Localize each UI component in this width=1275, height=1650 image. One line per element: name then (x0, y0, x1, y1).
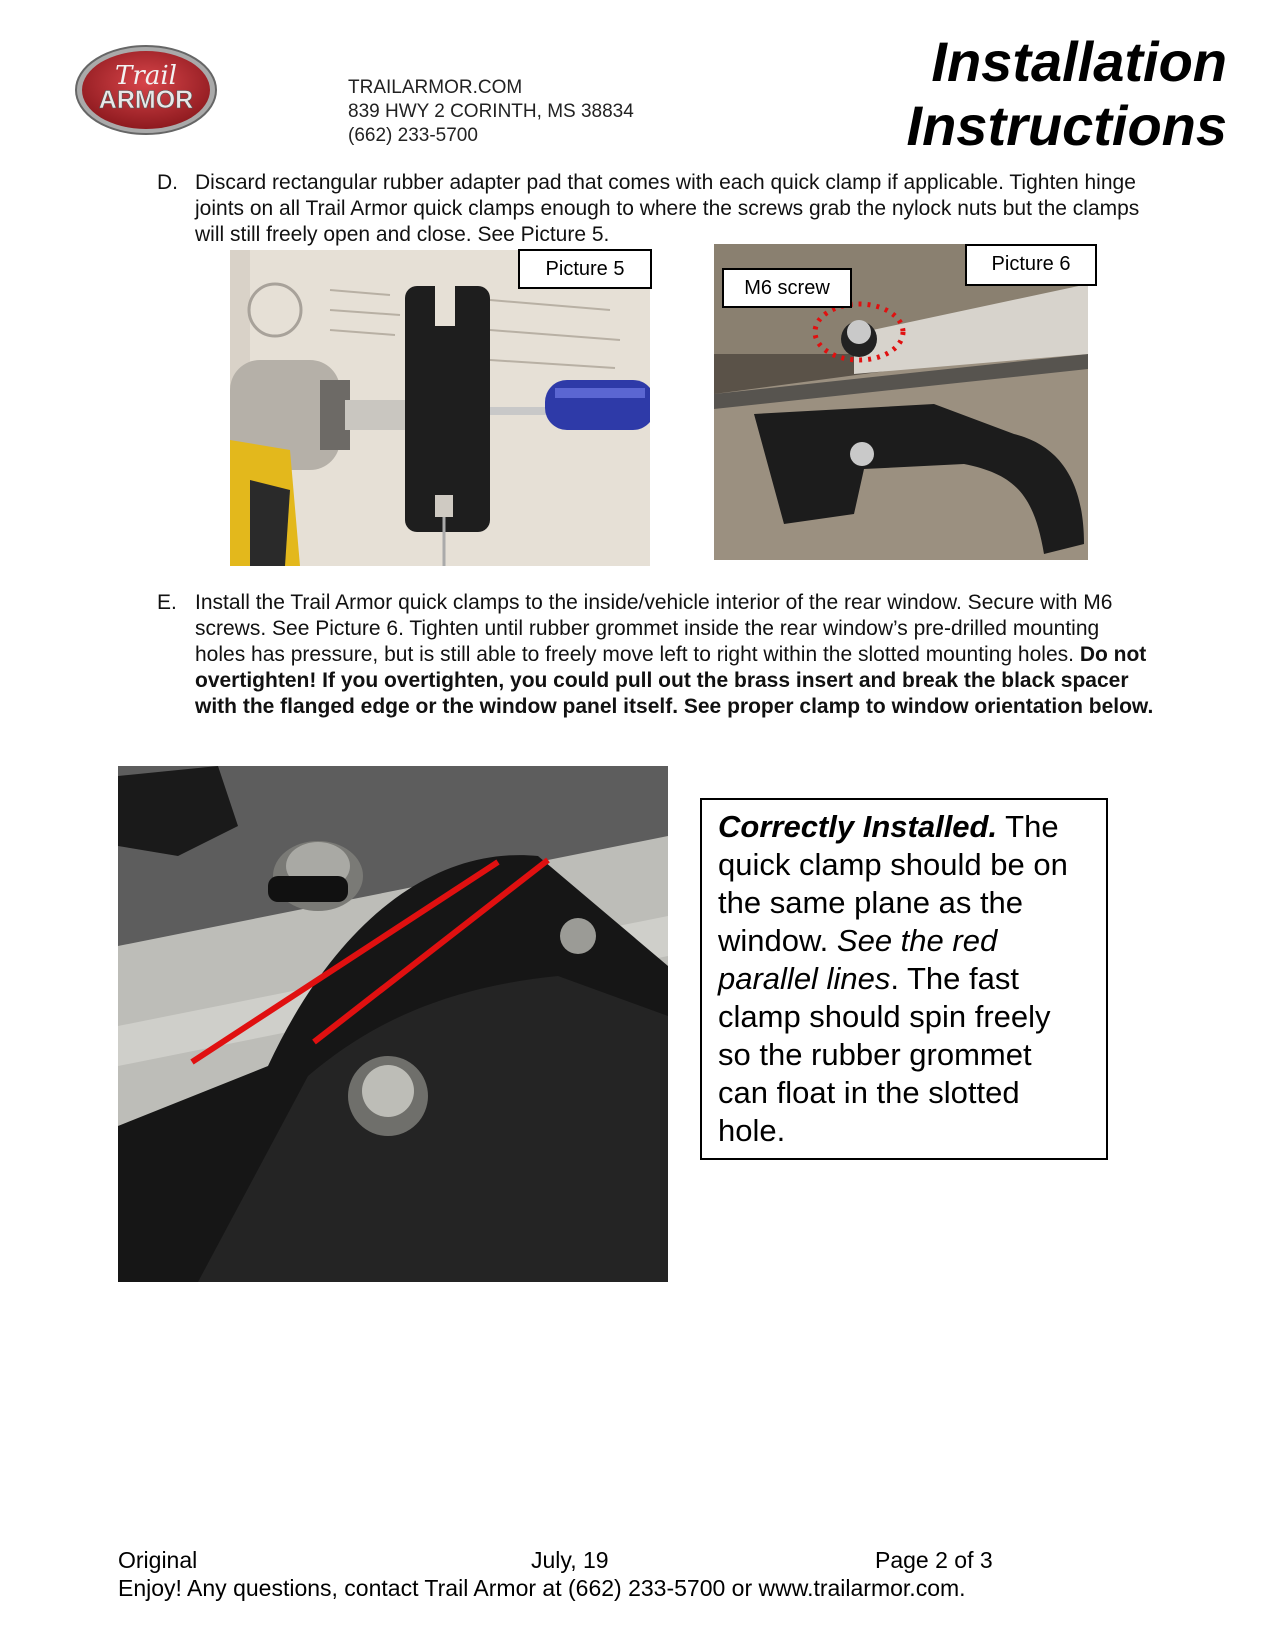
footer-page-number: Page 2 of 3 (875, 1547, 993, 1573)
callout-italic-text: See the red parallel lines (718, 923, 998, 996)
picture-5-label: Picture 5 (518, 249, 652, 289)
callout-heading: Correctly Installed. (718, 809, 998, 844)
step-e (157, 590, 1157, 750)
step-e-text (195, 590, 1155, 720)
logo-text-armor: ARMOR (98, 86, 194, 114)
company-info (348, 76, 634, 148)
footer-contact: Enjoy! Any questions, contact Trail Armor at (662) 233-5700 or www.trailarmor.com. (118, 1575, 966, 1601)
company-website: TRAILARMOR.COM (348, 77, 523, 98)
page-footer (118, 1546, 1118, 1602)
step-e-warning: Do not overtighten! If you overtighten, you could pull out the brass insert and break the black spacer with the flanged edge or the window panel itself. See proper clamp to window orientation below. (195, 643, 1154, 718)
company-address: 839 HWY 2 CORINTH, MS 38834 (348, 101, 634, 122)
m6-screw-label: M6 screw (722, 268, 852, 308)
company-phone: (662) 233-5700 (348, 125, 478, 146)
correct-installation-photo (118, 766, 668, 1282)
callout-text-1: The quick clamp should be on the same plane as the window. (718, 809, 1068, 958)
footer-version: Original (118, 1547, 198, 1573)
step-d (157, 170, 1157, 250)
footer-date: July, 19 (531, 1547, 609, 1573)
step-e-letter: E. (157, 591, 177, 614)
title-line-1: Installation (931, 30, 1227, 93)
page-title (907, 30, 1227, 158)
step-d-text: Discard rectangular rubber adapter pad that comes with each quick clamp if applicable. Tighten hinge joints on all Trail Armor quick clamps enough to where the screws grab the nylock nuts but the clamps will still freely open and close. See Picture 5. (195, 171, 1140, 246)
logo-text-trail: Trail (115, 61, 177, 91)
trail-armor-logo (74, 44, 218, 136)
correct-installation-callout (700, 798, 1108, 1160)
step-d-letter: D. (157, 171, 178, 194)
title-line-2: Instructions (906, 94, 1227, 157)
picture-6-label: Picture 6 (965, 244, 1097, 286)
step-e-plain-text: Install the Trail Armor quick clamps to the inside/vehicle interior of the rear window. Secure with M6 screws. See Picture 6. Tighten until rubber grommet inside the rear window’s pre-drilled mounting holes has pressure, but is still able to freely move left to right within the slotted mounting holes. (195, 591, 1113, 666)
picture-5-photo (230, 250, 650, 566)
callout-text-2: . The fast clamp should spin freely so the rubber grommet can float in the slotted hole. (718, 961, 1051, 1148)
